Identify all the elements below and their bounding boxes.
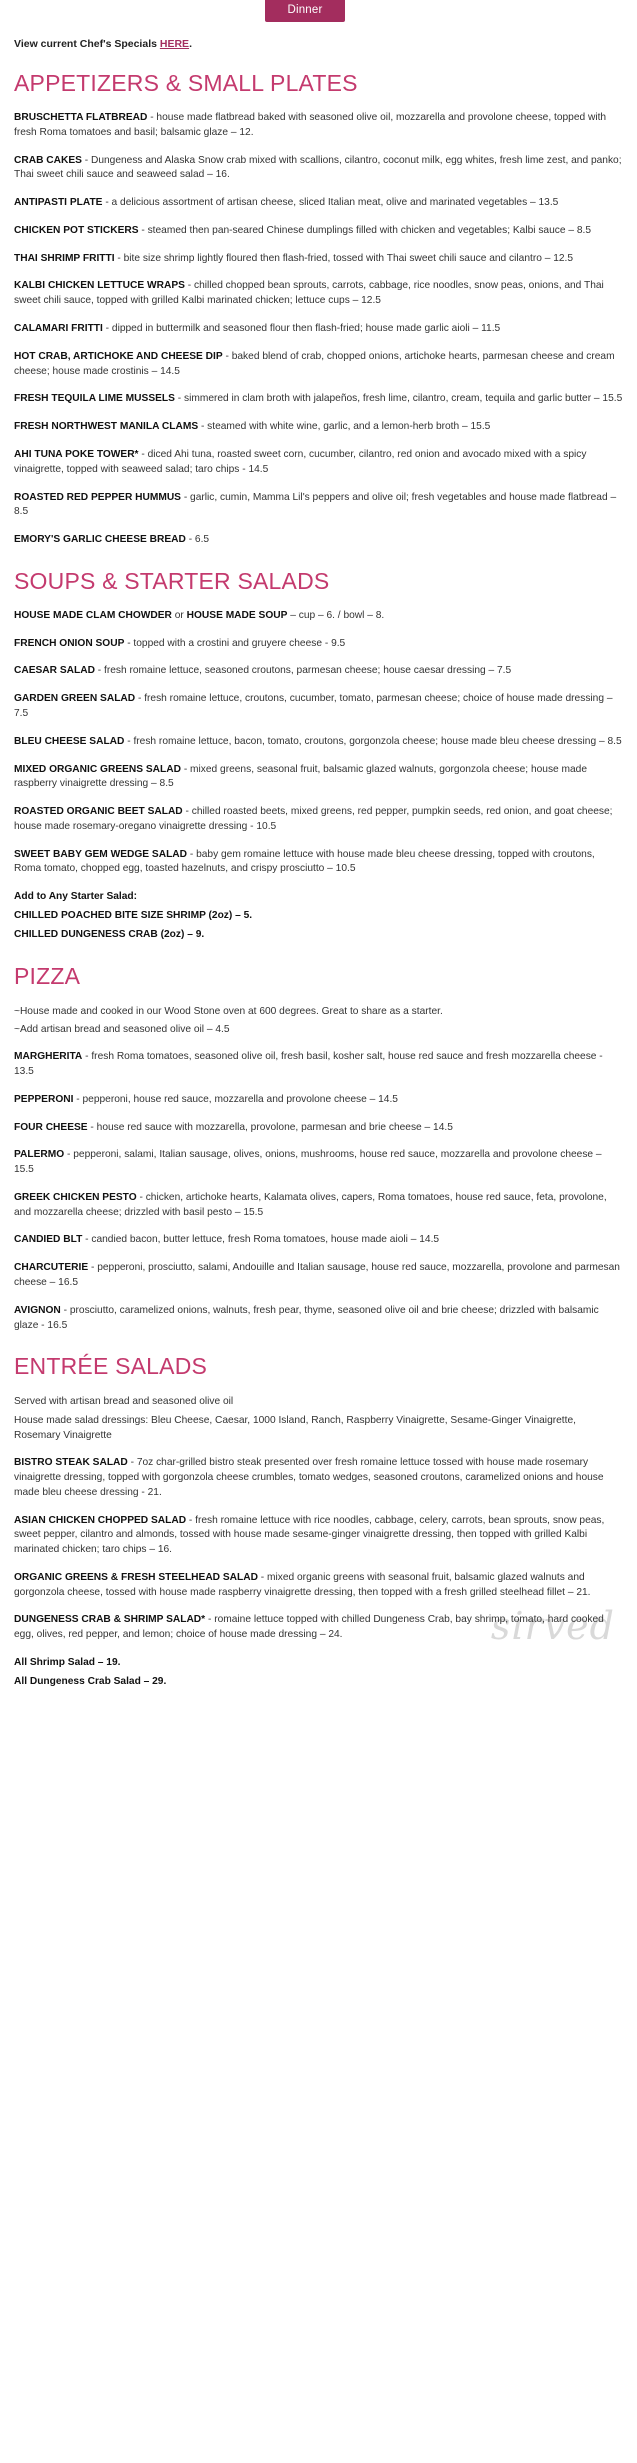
menu-item	[14, 1050, 623, 1080]
menu-item-desc: - fresh romaine lettuce, seasoned croutons, parmesan cheese; house caesar dressing – 7.5	[94, 665, 512, 677]
menu-item-name: ROASTED RED PEPPER HUMMUS	[14, 491, 181, 503]
menu-item	[14, 1093, 623, 1108]
menu-item	[14, 1148, 623, 1178]
chefs-specials-line	[14, 38, 623, 50]
menu-item-desc: - diced Ahi tuna, roasted sweet corn, cucumber, cilantro, red onion and avocado mixed with a spicy vinaigrette, topped with seaweed salad; taro chips - 14.5	[14, 448, 587, 475]
menu-item-desc: - house red sauce with mozzarella, provolone, parmesan and brie cheese – 14.5	[87, 1121, 453, 1133]
menu-item-desc: - 6.5	[185, 534, 210, 546]
menu-item-desc: - romaine lettuce topped with chilled Dungeness Crab, bay shrimp, tomato, hard cooked egg, olives, red pepper, and lemon; choice of house made dressing – 24.	[14, 1614, 604, 1641]
section-title-appetizers: APPETIZERS & SMALL PLATES	[14, 70, 358, 96]
menu-item	[14, 763, 623, 793]
menu-item-name: FOUR CHEESE	[14, 1121, 88, 1133]
menu-item-name: BISTRO STEAK SALAD	[14, 1457, 128, 1469]
menu-item	[14, 154, 623, 184]
menu-item-name: ANTIPASTI PLATE	[14, 197, 103, 209]
menu-item	[14, 533, 623, 548]
menu-item	[14, 1571, 623, 1601]
menu-item	[14, 637, 623, 652]
menu-item-desc: or	[171, 609, 187, 621]
menu-item-name: CALAMARI FRITTI	[14, 323, 103, 335]
menu-item	[14, 448, 623, 478]
menu-item	[14, 224, 623, 239]
section-items-entree-salads	[14, 1394, 623, 1689]
menu-item-desc: - candied bacon, butter lettuce, fresh Roma tomatoes, house made aioli – 14.5	[82, 1234, 440, 1246]
menu-item-name: MARGHERITA	[14, 1051, 83, 1063]
specials-link[interactable]: HERE	[159, 38, 190, 50]
menu-item-name: FRESH TEQUILA LIME MUSSELS	[14, 393, 175, 405]
section-items-appetizers	[14, 111, 623, 548]
menu-item-name: MIXED ORGANIC GREENS SALAD	[14, 763, 181, 775]
menu-item	[14, 279, 623, 309]
menu-item-name: ASIAN CHICKEN CHOPPED SALAD	[14, 1514, 187, 1526]
menu-item	[14, 848, 623, 878]
menu-item-name: FRESH NORTHWEST MANILA CLAMS	[14, 421, 199, 433]
menu-item	[14, 491, 623, 521]
menu-item-name: BRUSCHETTA FLATBREAD	[14, 112, 148, 123]
menu-item-desc: - bite size shrimp lightly floured then flash-fried, tossed with Thai sweet chili sauce and cilantro – 12.5	[114, 252, 574, 264]
menu-item-desc: - chilled chopped bean sprouts, carrots, cabbage, rice noodles, snow peas, onions, and Thai sweet chili sauce, topped with grilled Kalbi marinated chicken; lettuce cups – 12.5	[14, 280, 604, 307]
menu-item-desc: - mixed greens, seasonal fruit, balsamic glazed walnuts, gorgonzola cheese; house made raspberry vinaigrette dressing – 8.5	[14, 763, 588, 790]
menu-item-desc: - fresh romaine lettuce, croutons, cucumber, tomato, parmesan cheese; choice of house made dressing – 7.5	[14, 693, 613, 719]
menu-item-name: CHICKEN POT STICKERS	[14, 224, 139, 236]
menu-item	[14, 692, 623, 722]
menu-item-desc: - chilled roasted beets, mixed greens, red pepper, pumpkin seeds, red onion, and goat cheese; house made rosemary-oregano vinaigrette dressing - 10.5	[14, 806, 613, 832]
menu-item-name: PEPPERONI	[14, 1093, 74, 1105]
section-title-soups: SOUPS & STARTER SALADS	[14, 567, 330, 594]
add-to-salad-option: CHILLED DUNGENESS CRAB (2oz) – 9.	[14, 928, 205, 940]
menu-item-name: CANDIED BLT	[14, 1234, 83, 1246]
menu-item-desc: - baby gem romaine lettuce with house made bleu cheese dressing, topped with croutons, Roma tomato, chopped egg, toasted hazelnuts, and crispy prosciutto – 10.5	[14, 848, 595, 875]
menu-item	[14, 735, 623, 750]
menu-item-name: KALBI CHICKEN LETTUCE WRAPS	[14, 280, 185, 292]
section-items-soups	[14, 609, 623, 943]
menu-item-name: THAI SHRIMP FRITTI	[14, 252, 115, 264]
menu-item-desc: - chicken, artichoke hearts, Kalamata olives, capers, Roma tomatoes, house red sauce, feta, provolone, and mozzarella cheese; drizzled with basil pesto – 15.5	[14, 1191, 607, 1218]
menu-item-desc: - Dungeness and Alaska Snow crab mixed with scallions, cilantro, coconut milk, egg whites, fresh lime zest, and panko; Thai sweet chili sauce and seaweed salad – 16.	[14, 154, 622, 181]
menu-item-name: EMORY'S GARLIC CHEESE BREAD	[14, 534, 186, 546]
menu-item-desc: - dipped in buttermilk and seasoned flour then flash-fried; house made garlic aioli – 11.5	[102, 323, 501, 335]
menu-item-name: AHI TUNA POKE TOWER*	[14, 448, 139, 460]
specials-text-after: .	[189, 38, 192, 50]
menu-item	[14, 609, 623, 624]
menu-item-name: GREEK CHICKEN PESTO	[14, 1191, 137, 1203]
menu-item-desc: - pepperoni, salami, Italian sausage, olives, onions, mushrooms, house red sauce, mozzarella and provolone cheese – 15.5	[14, 1149, 602, 1176]
menu-item-name: AVIGNON	[14, 1304, 61, 1316]
menu-item-name: CAESAR SALAD	[14, 665, 95, 677]
menu-item-desc: - baked blend of crab, chopped onions, artichoke hearts, parmesan cheese and cream cheese; house made crostinis – 14.5	[14, 350, 615, 377]
menu-item-desc: - a delicious assortment of artisan cheese, sliced Italian meat, olive and marinated vegetables – 13.5	[102, 197, 559, 209]
menu-item-desc: - topped with a crostini and gruyere cheese - 9.5	[124, 637, 346, 649]
menu-item	[14, 664, 623, 679]
menu-item-desc: - 7oz char-grilled bistro steak presented over fresh romaine lettuce tossed with house made rosemary vinaigrette dressing, topped with gorgonzola cheese crumbles, tomato wedges, seasoned croutons, caramelized onions and house made bleu cheese dressing - 21.	[14, 1457, 604, 1498]
menu-item	[14, 196, 623, 211]
menu-item	[14, 1514, 623, 1558]
menu-item-name-alt: HOUSE MADE SOUP	[186, 609, 288, 621]
menu-item-desc: - house made flatbread baked with seasoned olive oil, mozzarella and provolone cheese, topped with fresh Roma tomatoes and basil; balsamic glaze – 12.	[14, 112, 607, 138]
section-items-pizza	[14, 1004, 623, 1334]
menu-item-desc: - garlic, cumin, Mamma Lil's peppers and olive oil; fresh vegetables and house made flatbread – 8.5	[14, 491, 617, 518]
menu-item-name: HOUSE MADE CLAM CHOWDER	[14, 609, 172, 621]
menu-item-desc-alt: – cup – 6. / bowl – 8.	[287, 609, 385, 621]
menu-item-desc: - prosciutto, caramelized onions, walnuts, fresh pear, thyme, seasoned olive oil and brie cheese; drizzled with balsamic glaze - 16.5	[14, 1304, 599, 1331]
menu-item-desc: - mixed organic greens with seasonal fruit, balsamic glazed walnuts and gorgonzola cheese, tossed with house made raspberry vinaigrette dressing, then topped with a fresh grilled steelhead fillet – 21.	[14, 1571, 591, 1598]
menu-item	[14, 1191, 623, 1221]
menu-item-name: HOT CRAB, ARTICHOKE AND CHEESE DIP	[14, 350, 223, 362]
menu-item-desc: - steamed with white wine, garlic, and a lemon-herb broth – 15.5	[198, 421, 491, 433]
menu-item-name: ORGANIC GREENS & FRESH STEELHEAD SALAD	[14, 1571, 258, 1583]
add-to-salad-option: CHILLED POACHED BITE SIZE SHRIMP (2oz) – 5.	[14, 910, 253, 921]
menu-item	[14, 420, 623, 435]
menu-item	[14, 111, 623, 141]
menu-item-desc: - fresh romaine lettuce, bacon, tomato, croutons, gorgonzola cheese; house made bleu cheese dressing – 8.5	[124, 735, 622, 747]
menu-item	[14, 392, 623, 407]
section-title-pizza: PIZZA	[14, 962, 81, 989]
menu-item	[14, 252, 623, 267]
entree-salads-intro-line: Served with artisan bread and seasoned olive oil	[14, 1396, 234, 1408]
pizza-intro-line: ~Add artisan bread and seasoned olive oil – 4.5	[14, 1023, 230, 1035]
menu-item-desc: - steamed then pan-seared Chinese dumplings filled with chicken and vegetables; Kalbi sauce – 8.5	[138, 224, 592, 236]
pizza-intro-line: ~House made and cooked in our Wood Stone oven at 600 degrees. Great to share as a starter.	[14, 1005, 443, 1017]
menu-item-name: FRENCH ONION SOUP	[14, 637, 125, 649]
menu-item-desc: - fresh romaine lettuce with rice noodles, cabbage, celery, carrots, bean sprouts, snow peas, sweet pepper, cilantro and almonds, tossed with house made sesame-ginger vinaigrette dressing, then topped with grilled Kalbi marinated chicken; taro chips – 16.	[14, 1514, 605, 1556]
menu-item-name: ROASTED ORGANIC BEET SALAD	[14, 806, 183, 818]
menu-item-name: BLEU CHEESE SALAD	[14, 735, 125, 747]
menu-item	[14, 805, 623, 835]
menu-content	[0, 38, 637, 1700]
menu-item	[14, 1121, 623, 1136]
menu-item-name: GARDEN GREEN SALAD	[14, 693, 136, 705]
tab-bar	[0, 0, 637, 22]
menu-item	[14, 322, 623, 337]
menu-item	[14, 1261, 623, 1291]
menu-item	[14, 350, 623, 380]
menu-item-name: PALERMO	[14, 1149, 65, 1161]
entree-salad-footer-line: All Shrimp Salad – 19.	[14, 1657, 121, 1669]
menu-item	[14, 1304, 623, 1334]
section-title-entree-salads: ENTRÉE SALADS	[14, 1353, 208, 1380]
menu-item-desc: - pepperoni, house red sauce, mozzarella and provolone cheese – 14.5	[73, 1093, 398, 1105]
menu-item	[14, 1613, 623, 1643]
menu-item	[14, 1456, 623, 1500]
menu-item-name: CRAB CAKES	[14, 154, 82, 166]
add-to-salad-heading: Add to Any Starter Salad:	[14, 891, 138, 903]
menu-item-desc: - simmered in clam broth with jalapeños, fresh lime, cilantro, cream, tequila and garlic butter – 15.5	[174, 393, 623, 405]
entree-salads-intro-line: House made salad dressings: Bleu Cheese, Caesar, 1000 Island, Ranch, Raspberry Vinaigrette, Sesame-Ginger Vinaigrette, Rosemary Vinaigrette	[14, 1414, 576, 1441]
menu-item-name: SWEET BABY GEM WEDGE SALAD	[14, 848, 188, 860]
entree-salad-footer-line: All Dungeness Crab Salad – 29.	[14, 1675, 167, 1687]
menu-item-desc: - fresh Roma tomatoes, seasoned olive oil, fresh basil, kosher salt, house red sauce and fresh mozzarella cheese - 13.5	[14, 1051, 603, 1077]
menu-item-name: CHARCUTERIE	[14, 1262, 89, 1274]
specials-text-before: View current Chef's Specials	[14, 38, 160, 50]
sirved-watermark: sirved	[490, 1603, 615, 1648]
menu-item-desc: - pepperoni, prosciutto, salami, Andouille and Italian sausage, house red sauce, mozzarella, provolone and parmesan cheese – 16.5	[14, 1262, 620, 1288]
menu-item-name: DUNGENESS CRAB & SHRIMP SALAD*	[14, 1614, 206, 1626]
menu-item	[14, 1233, 623, 1248]
tab-dinner[interactable]: Dinner	[265, 0, 345, 22]
